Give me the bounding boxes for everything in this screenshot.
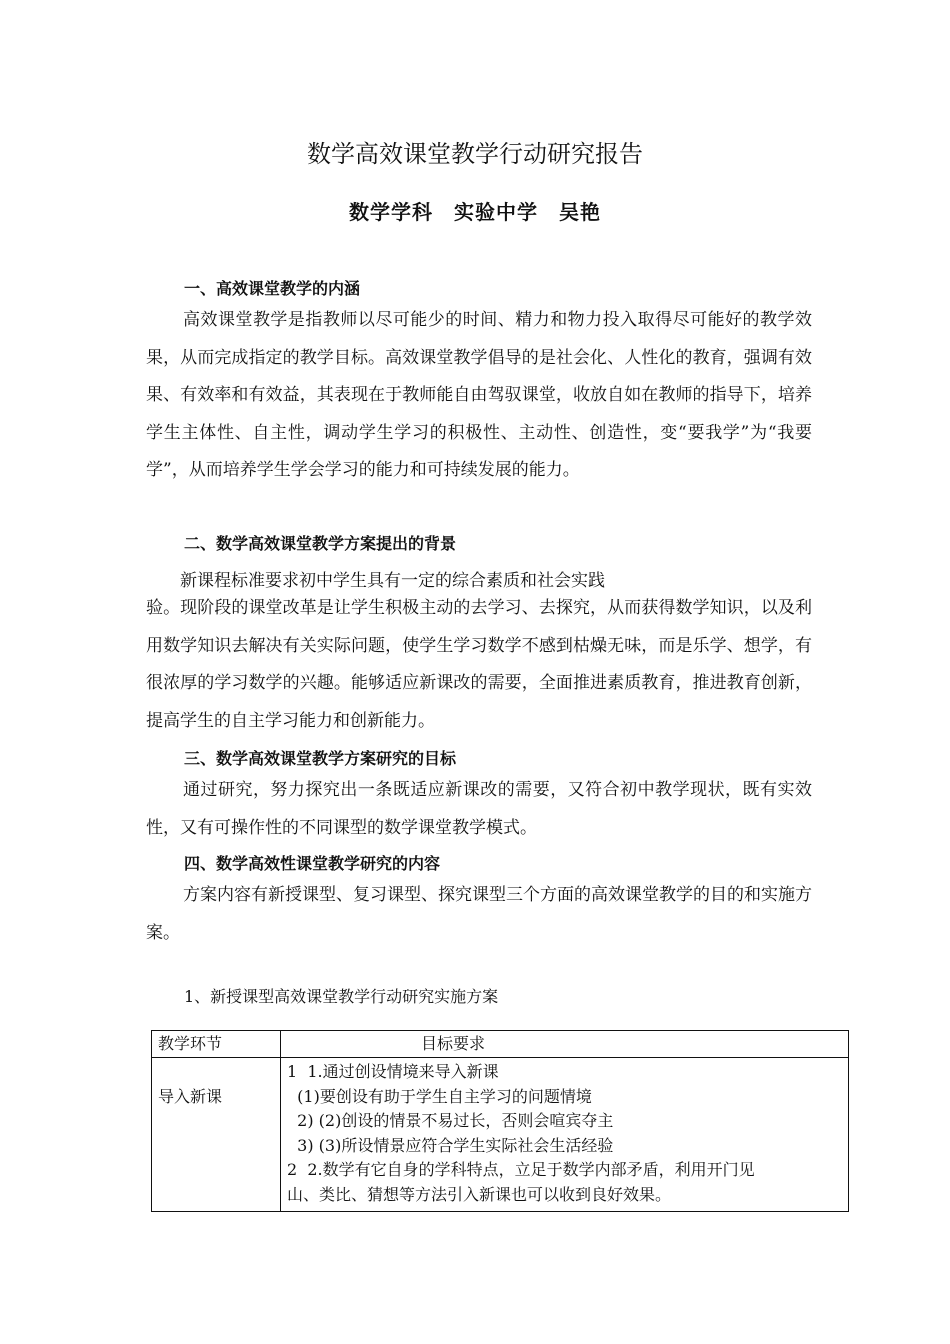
goal-line: (1)要创设有助于学生自主学习的问题情境 [287, 1086, 592, 1106]
goal-line: 3) (3)所设情景应符合学生实际社会生活经验 [287, 1135, 614, 1155]
section-heading-3: 三、数学高效课堂教学方案研究的目标 [184, 749, 457, 768]
section-heading-4: 四、数学高效性课堂教学研究的内容 [184, 854, 441, 873]
column-header-goal: 目标要求 [281, 1031, 849, 1058]
section-heading-2: 二、数学高效课堂教学方案提出的背景 [184, 534, 457, 553]
section-body-2-first-line: 新课程标准要求初中学生具有一定的综合素质和社会实践 [180, 571, 605, 591]
goal-line: 2) (2)创设的情景不易过长，否则会喧宾夺主 [287, 1111, 614, 1130]
stage-cell: 导入新课 [152, 1058, 281, 1212]
section-body-4: 方案内容有新授课型、复习课型、探究课型三个方面的高效课堂教学的目的和实施方案。 [146, 885, 812, 943]
goal-line: 1 1.通过创设情境来导入新课 [287, 1062, 499, 1081]
goal-line: 2 2.数学有它自身的学科特点，立足于数学内部矛盾，利用开门见 [287, 1160, 755, 1179]
goal-cell [281, 1058, 849, 1212]
section-body-1: 高效课堂教学是指教师以尽可能少的时间、精力和物力投入取得尽可能好的教学效果，从而完成指定的教学目标。高效课堂教学倡导的是社会化、人性化的教育，强调有效果、有效率和有效益，其表现在于教师能自由驾驭课堂，收放自如在教师的指导下，培养学生主体性、自主性，调动学生学习的积极性、主动性、创造性，变“要我学”为“我要学”，从而培养学生学会学习的能力和可持续发展的能力。 [146, 310, 812, 480]
plan-caption: 1、新授课型高效课堂教学行动研究实施方案 [184, 987, 499, 1006]
document-title: 数学高效课堂教学行动研究报告 [307, 140, 643, 168]
table-header-row [152, 1031, 849, 1058]
section-body-2: 验。现阶段的课堂改革是让学生积极主动的去学习、去探究，从而获得数学知识，以及利用数学知识去解决有关实际问题，使学生学习数学不感到枯燥无味，而是乐学、想学，有很浓厚的学习数学的兴趣。能够适应新课改的需要，全面推进素质教育，推进教育创新，提高学生的自主学习能力和创新能力。 [146, 598, 812, 731]
table-row [152, 1058, 849, 1212]
section-body-3: 通过研究，努力探究出一条既适应新课改的需要，又符合初中教学现状，既有实效性，又有可操作性的不同课型的数学课堂教学模式。 [146, 780, 812, 838]
column-header-stage: 教学环节 [152, 1031, 281, 1058]
section-heading-1: 一、高效课堂教学的内涵 [184, 279, 361, 298]
goal-line: 山、类比、猜想等方法引入新课也可以收到良好效果。 [287, 1184, 672, 1204]
plan-table [151, 1030, 849, 1212]
document-byline: 数学学科 实验中学 吴艳 [349, 200, 601, 224]
